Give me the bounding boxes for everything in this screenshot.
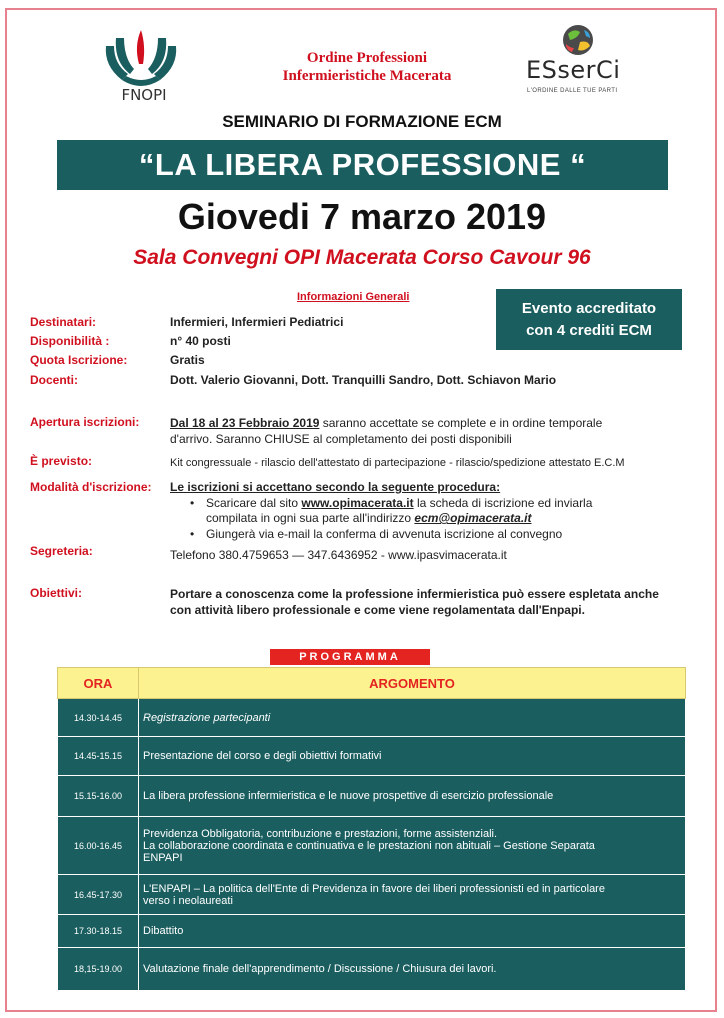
program-topic-line: Valutazione finale dell'apprendimento / Discussione / Chiusura dei lavori.: [143, 963, 497, 975]
disponibilita-label: Disponibilità :: [30, 334, 110, 348]
obiettivi-line1: Portare a conoscenza come la professione infermieristica può essere espletata anche: [170, 587, 659, 601]
procedure-step-2: • Giungerà via e-mail la conferma di avvenuta iscrizione al convegno: [190, 527, 563, 541]
obiettivi-line2: con attività libero professionale e come viene regolamentata dall'Enpapi.: [170, 603, 585, 617]
program-topic: [139, 875, 686, 915]
program-topic-line: verso i neolaureati: [143, 894, 233, 907]
program-row: [58, 875, 686, 915]
quota-value: Gratis: [170, 353, 205, 367]
program-time: 14.30-14.45: [58, 699, 139, 737]
program-time: 16.45-17.30: [58, 875, 139, 915]
step1-text-b: la scheda di iscrizione ed inviarla: [413, 496, 593, 510]
procedure-step-1: • Scaricare dal sito www.opimacerata.it la scheda di iscrizione ed inviarla compilata in ogni sua parte all'indirizzo ecm@opimacerata.it: [190, 496, 593, 525]
credits-badge: [496, 289, 682, 350]
program-row: [58, 776, 686, 817]
program-heading: PROGRAMMA: [270, 649, 430, 665]
modalita-label: Modalità d'iscrizione:: [30, 480, 152, 494]
docenti-label: Docenti:: [30, 373, 78, 387]
program-time: 18,15-19.00: [58, 948, 139, 991]
program-topic-line: Presentazione del corso e degli obiettivi formativi: [143, 750, 382, 762]
program-time: 14.45-15.15: [58, 737, 139, 776]
col-ora-header: ORA: [58, 668, 139, 699]
step2-text: Giungerà via e-mail la conferma di avvenuta iscrizione al convegno: [206, 527, 563, 541]
program-topic-line: La libera professione infermieristica e le nuove prospettive di esercizio professionale: [143, 790, 554, 802]
org-name-line1: Ordine Professioni: [306, 50, 428, 66]
program-row: [58, 948, 686, 991]
program-topic: [139, 776, 686, 817]
step1-text-a: Scaricare dal sito: [206, 496, 302, 510]
program-header-row: [58, 668, 686, 699]
obiettivi-label: Obiettivi:: [30, 586, 83, 600]
program-topic: [139, 737, 686, 776]
program-topic: [139, 948, 686, 991]
credits-line1: Evento accreditato: [521, 299, 657, 317]
info-heading: Informazioni Generali: [297, 291, 410, 303]
segreteria-label: Segreteria:: [30, 544, 93, 558]
apertura-label: Apertura iscrizioni:: [30, 415, 140, 429]
program-row: [58, 817, 686, 875]
ecm-email-link[interactable]: ecm@opimacerata.it: [414, 511, 532, 525]
esserci-globe-icon: [558, 22, 598, 58]
apertura-text: [170, 415, 690, 447]
program-row: [58, 915, 686, 948]
quota-label: Quota Iscrizione:: [30, 353, 128, 367]
program-topic: [139, 817, 686, 875]
program-topic-line: Registrazione partecipanti: [143, 711, 271, 724]
apertura-dates: Dal 18 al 23 Febbraio 2019: [170, 416, 320, 430]
program-topic: [139, 915, 686, 948]
event-venue: Sala Convegni OPI Macerata Corso Cavour 96: [133, 246, 591, 269]
apertura-text-1: saranno accettate se complete e in ordine temporale: [319, 416, 603, 430]
program-time: 17.30-18.15: [58, 915, 139, 948]
segreteria-value: Telefono 380.4759653 — 347.6436952 - www.ipasvimacerata.it: [170, 548, 507, 562]
program-table: [57, 667, 686, 991]
esserci-tagline: L'ORDINE DALLE TUE PARTI: [527, 88, 618, 94]
program-topic-line: Dibattito: [143, 925, 184, 937]
program-row: [58, 737, 686, 776]
program-topic: [139, 699, 686, 737]
fnopi-label: FNOPI: [121, 86, 167, 104]
program-time: 16.00-16.45: [58, 817, 139, 875]
org-name-line2: Infermieristiche Macerata: [282, 68, 452, 84]
destinatari-value: Infermieri, Infermieri Pediatrici: [170, 315, 344, 329]
destinatari-label: Destinatari:: [30, 315, 97, 329]
apertura-text-2: d'arrivo. Saranno CHIUSE al completamento dei posti disponibili: [170, 432, 512, 446]
col-argomento-header: ARGOMENTO: [139, 668, 686, 699]
step1-text-c: compilata in ogni sua parte all'indirizzo: [206, 511, 415, 525]
program-topic-line: Previdenza Obbligatoria, contribuzione e prestazioni, forme assistenziali.: [143, 827, 498, 840]
previsto-value: Kit congressuale - rilascio dell'attestato di partecipazione - rilascio/spedizione attestato E.C.M: [170, 457, 625, 469]
program-time: 15.15-16.00: [58, 776, 139, 817]
program-topic-line: ENPAPI: [143, 851, 183, 864]
previsto-label: È previsto:: [30, 454, 93, 468]
modalita-heading: Le iscrizioni si accettano secondo la seguente procedura:: [170, 480, 501, 494]
disponibilita-value: n° 40 posti: [170, 334, 231, 348]
program-row: [58, 699, 686, 737]
obiettivi-value: [170, 586, 690, 618]
event-date: Giovedi 7 marzo 2019: [177, 196, 547, 237]
opi-website-link[interactable]: www.opimacerata.it: [301, 496, 414, 510]
event-title: “LA LIBERA PROFESSIONE “: [57, 140, 668, 190]
credits-line2: con 4 crediti ECM: [526, 321, 652, 339]
program-topic-line: La collaborazione coordinata e continuativa e le prestazioni non abituali – Gestione Separata: [143, 839, 595, 852]
program-topic-line: L'ENPAPI – La politica dell'Ente di Previdenza in favore dei liberi professionisti ed in particolare: [143, 882, 605, 895]
seminar-heading: SEMINARIO DI FORMAZIONE ECM: [222, 112, 502, 131]
esserci-logo-text: ESserCi: [526, 56, 621, 84]
docenti-value: Dott. Valerio Giovanni, Dott. Tranquilli Sandro, Dott. Schiavon Mario: [170, 373, 557, 387]
